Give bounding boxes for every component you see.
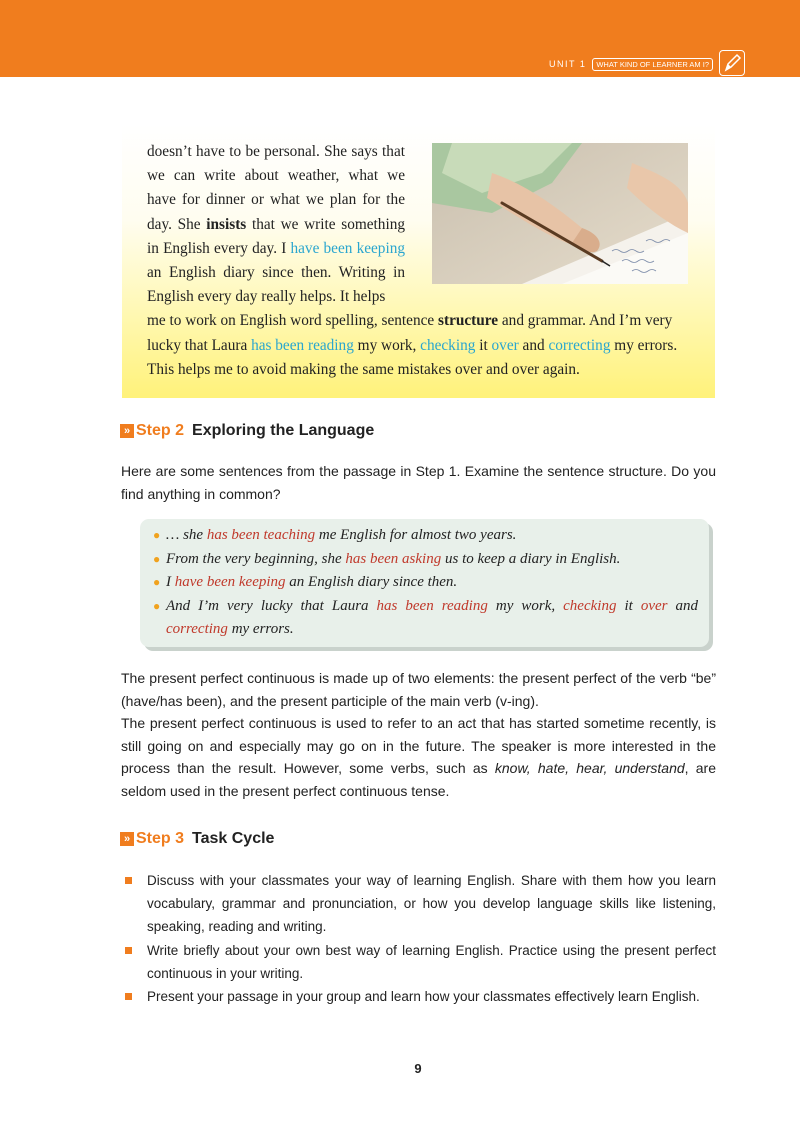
text-segment: From the very beginning, she	[166, 550, 346, 567]
text-segment: lucky that Laura	[147, 336, 252, 354]
text-segment: The present perfect continuous is used to refer to an act that has started sometime recently, is still going on and especially may go on in the future. The speaker is more interested in the process than the result. However, some verbs, such as	[121, 715, 716, 776]
square-bullet-icon	[125, 993, 132, 1000]
step2-intro: Here are some sentences from the passage in Step 1. Examine the sentence structure. Do you find anything in common?	[121, 463, 716, 502]
task-item	[122, 869, 716, 939]
task-text: Discuss with your classmates your way of learning English. Share with them how you learn vocabulary, grammar and pronunciation, or how you develop language skills like listening, speaking, reading and writing.	[147, 873, 716, 935]
bullet-icon: ●	[153, 598, 161, 613]
double-chevron-icon: »	[120, 424, 134, 438]
example-list	[153, 524, 698, 642]
text-segment: and	[518, 336, 549, 354]
italic-examples: know, hate, hear, understand	[494, 760, 685, 776]
text-line: an English diary since then. Writing in	[147, 264, 405, 282]
bullet-icon: ●	[153, 575, 161, 589]
highlight-phrase: has been reading	[251, 336, 354, 354]
text-segment: us to keep a diary in English.	[441, 550, 621, 567]
text-segment: an English diary since then.	[285, 574, 458, 590]
text-segment: it	[475, 336, 492, 354]
text-segment: and	[667, 597, 698, 614]
text-segment: my errors.	[610, 336, 678, 354]
text-line: in English every day. I	[147, 239, 291, 257]
passage-wide	[147, 309, 687, 382]
highlight-phrase: correcting	[166, 621, 228, 637]
text-segment: it	[616, 597, 641, 614]
text-line: that we write something	[246, 215, 405, 233]
text-line: doesn’t have to be personal. She says	[147, 143, 378, 160]
unit-tag	[549, 55, 713, 73]
bold-word: structure	[438, 312, 499, 330]
text-segment: I	[166, 574, 175, 590]
highlight-phrase: correcting	[548, 336, 611, 354]
text-segment: my errors.	[227, 621, 294, 637]
highlight-phrase: has been teaching	[206, 527, 316, 543]
text-segment: , are seldom used in the present perfect continuous tense.	[121, 760, 716, 799]
step2-title: Exploring the Language	[192, 422, 375, 439]
passage-narrow	[147, 140, 405, 309]
task-item	[122, 985, 716, 1008]
highlight-phrase: checking	[420, 336, 476, 354]
double-chevron-icon: »	[120, 832, 134, 846]
square-bullet-icon	[125, 947, 132, 954]
text-line: me to work on English word spelling, sentence	[147, 312, 439, 330]
highlight-phrase: over	[491, 336, 519, 354]
explanation-para	[121, 712, 716, 802]
square-bullet-icon	[125, 877, 132, 884]
highlight-phrase: has been asking	[345, 550, 442, 567]
unit-label: UNIT 1	[549, 59, 587, 69]
example-sentence	[153, 548, 698, 572]
step2-explanation	[121, 667, 716, 802]
step2-heading	[120, 420, 374, 442]
highlight-phrase: has been reading	[376, 597, 488, 614]
highlight-phrase: have been keeping	[174, 574, 286, 590]
highlight-phrase: over	[640, 597, 668, 614]
example-sentence	[153, 595, 698, 642]
text-line: and grammar. And I’m very	[498, 312, 673, 330]
text-segment: And I’m very lucky that Laura	[166, 597, 377, 614]
bold-word: insists	[206, 215, 247, 233]
bullet-icon: ●	[153, 551, 161, 566]
example-sentence	[153, 571, 698, 595]
highlight-phrase: have been keeping	[290, 239, 405, 257]
text-line: have for dinner or what we plan for the	[147, 191, 405, 209]
step3-title: Task Cycle	[192, 830, 275, 847]
example-sentence	[153, 524, 698, 548]
page-number: 9	[414, 1061, 422, 1076]
text-line: that we can write about weather, what we	[147, 143, 405, 185]
text-line: day. She	[147, 215, 207, 233]
highlight-phrase: checking	[563, 597, 617, 614]
reading-passage	[147, 140, 687, 382]
task-text: Present your passage in your group and learn how your classmates effectively learn English.	[147, 989, 700, 1005]
text-segment: … she	[166, 527, 207, 543]
unit-title: WHAT KIND OF LEARNER AM I?	[592, 58, 713, 71]
text-segment: my work,	[353, 336, 421, 354]
pen-icon	[719, 50, 745, 76]
text-line: This helps me to avoid making the same mistakes over and over again.	[147, 360, 580, 378]
step3-heading	[120, 828, 274, 850]
bullet-icon: ●	[153, 528, 161, 542]
explanation-para: The present perfect continuous is made up of two elements: the present perfect of the verb “be” (have/has been), and the present participle of the main verb (v-ing).	[121, 670, 716, 709]
text-line: English every day really helps. It helps	[147, 288, 386, 306]
text-segment: my work,	[487, 597, 564, 614]
step3-number: Step 3	[136, 830, 185, 847]
step2-number: Step 2	[136, 422, 185, 439]
text-segment: me English for almost two years.	[315, 527, 517, 543]
task-text: Write briefly about your own best way of learning English. Practice using the present perfect continuous in your writing.	[147, 942, 716, 981]
task-item	[122, 939, 716, 985]
task-list	[122, 869, 716, 1008]
